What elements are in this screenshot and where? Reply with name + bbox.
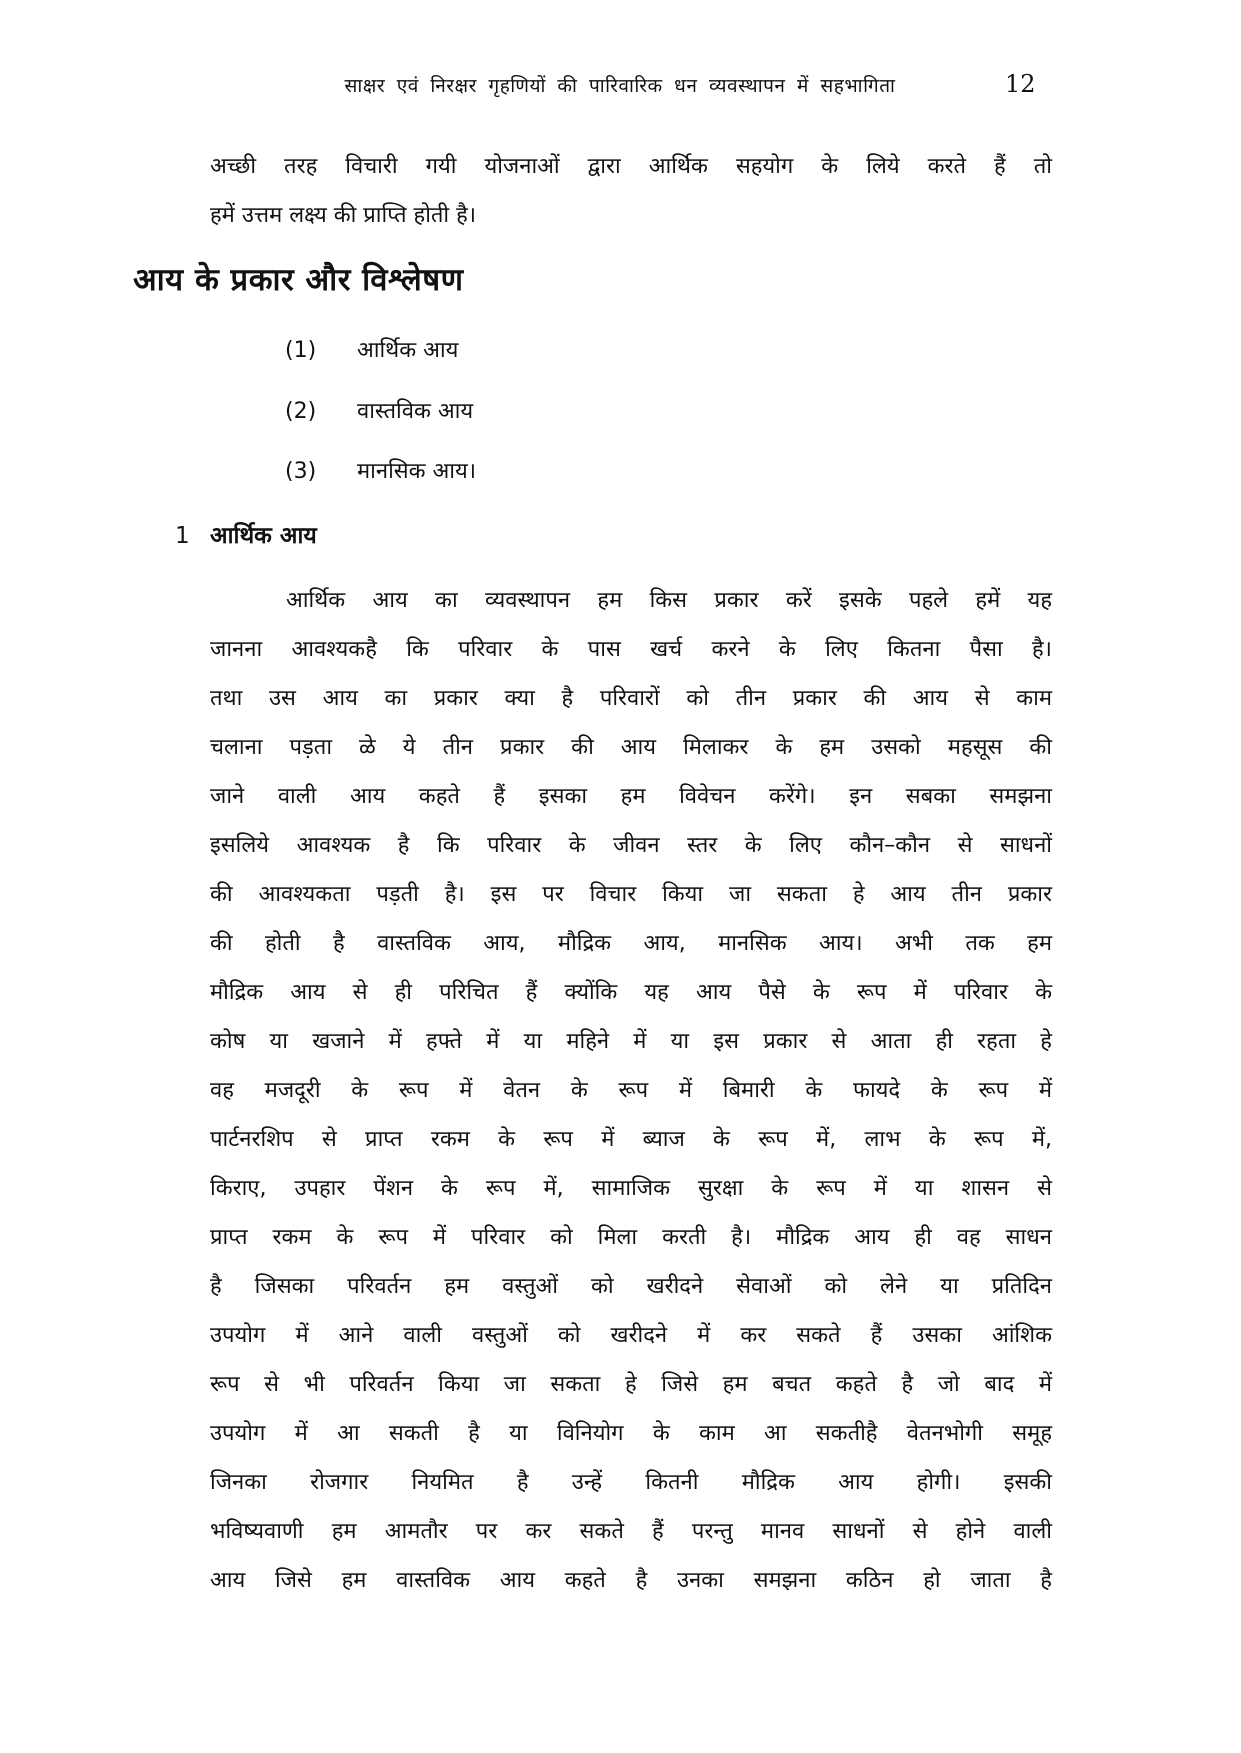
body-line: इसलिये आवश्यक है कि परिवार के जीवन स्तर के लिए कौन–कौन से साधनों [210,833,1052,858]
body-line: आय जिसे हम वास्तविक आय कहते है उनका समझना कठिन हो जाता है [210,1568,1052,1593]
subsection-heading [175,518,317,550]
body-line: पार्टनरशिप से प्राप्त रकम के रूप में ब्याज के रूप में, लाभ के रूप में, [210,1127,1052,1152]
subsection-title: आर्थिक आय [210,523,317,549]
body-line: जानना आवश्यकहै कि परिवार के पास खर्च करने के लिए कितना पैसा है। [210,637,1052,662]
list-item-number: (1) [285,338,317,363]
running-header-title: साक्षर एवं निरक्षर गृहणियों की पारिवारिक धन व्यवस्थापन में सहभागिता [344,75,896,97]
list-item-number: (3) [285,459,317,484]
list-item [285,395,473,425]
body-line: जिनका रोजगार नियमित है उन्हें कितनी मौद्रिक आय होगी। इसकी [210,1470,1052,1495]
body-paragraph [210,576,1052,1605]
body-line: जाने वाली आय कहते हैं इसका हम विवेचन करेंगे। इन सबका समझना [210,784,1052,809]
body-line: उपयोग में आ सकती है या विनियोग के काम आ सकतीहै वेतनभोगी समूह [210,1421,1052,1446]
body-line: भविष्यवाणी हम आमतौर पर कर सकते हैं परन्तु मानव साधनों से होने वाली [210,1519,1052,1544]
body-line: रूप से भी परिवर्तन किया जा सकता हे जिसे हम बचत कहते है जो बाद में [210,1372,1052,1397]
list-item-label: मानसिक आय। [357,459,477,484]
list-item [285,334,458,364]
body-line: किराए, उपहार पेंशन के रूप में, सामाजिक सुरक्षा के रूप में या शासन से [210,1176,1052,1201]
body-line: मौद्रिक आय से ही परिचित हैं क्योंकि यह आय पैसे के रूप में परिवार के [210,980,1052,1005]
body-line: उपयोग में आने वाली वस्तुओं को खरीदने में कर सकते हैं उसका आंशिक [210,1323,1052,1348]
body-line: वह मजदूरी के रूप में वेतन के रूप में बिमारी के फायदे के रूप में [210,1078,1052,1103]
body-line: चलाना पड़ता ळे ये तीन प्रकार की आय मिलाकर के हम उसको महसूस की [210,735,1052,760]
intro-paragraph [210,142,1052,240]
subsection-number: 1 [175,523,190,549]
body-line: प्राप्त रकम के रूप में परिवार को मिला करती है। मौद्रिक आय ही वह साधन [210,1225,1052,1250]
list-item [285,455,476,485]
intro-line: हमें उत्तम लक्ष्य की प्राप्ति होती है। [210,203,477,228]
list-item-number: (2) [285,399,317,424]
body-line: है जिसका परिवर्तन हम वस्तुओं को खरीदने सेवाओं को लेने या प्रतिदिन [210,1274,1052,1299]
section-heading: आय के प्रकार और विश्लेषण [133,262,464,298]
intro-line: अच्छी तरह विचारी गयी योजनाओं द्वारा आर्थिक सहयोग के लिये करते हैं तो [210,154,1052,179]
body-line: कोष या खजाने में हफ्ते में या महिने में या इस प्रकार से आता ही रहता हे [210,1029,1052,1054]
body-line: की होती है वास्तविक आय, मौद्रिक आय, मानसिक आय। अभी तक हम [210,931,1052,956]
page-number: 12 [1005,70,1036,98]
body-line: तथा उस आय का प्रकार क्या है परिवारों को तीन प्रकार की आय से काम [210,686,1052,711]
body-line: की आवश्यकता पड़ती है। इस पर विचार किया जा सकता हे आय तीन प्रकार [210,882,1052,907]
body-line: आर्थिक आय का व्यवस्थापन हम किस प्रकार करें इसके पहले हमें यह [286,588,1052,613]
list-item-label: आर्थिक आय [357,338,459,363]
list-item-label: वास्तविक आय [357,399,474,424]
